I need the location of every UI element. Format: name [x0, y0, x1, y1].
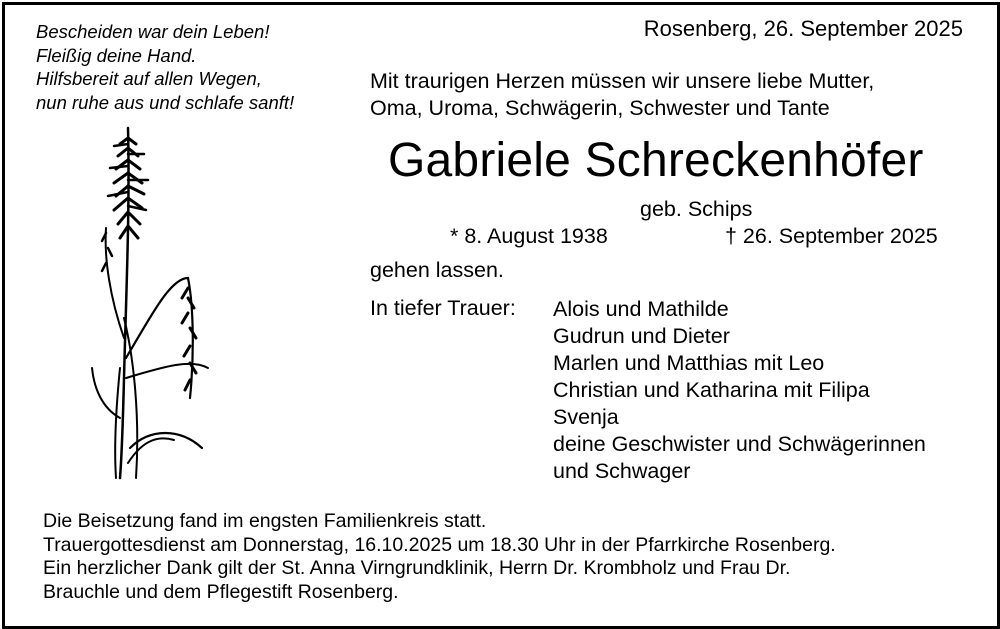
- footer-line: Die Beisetzung fand im engsten Familienkreis statt.: [43, 510, 487, 532]
- place-date: Rosenberg, 26. September 2025: [643, 16, 963, 41]
- footer-line: Trauergottesdienst am Donnerstag, 16.10.2025 um 18.30 Uhr in der Pfarrkirche Rosenberg.: [43, 533, 836, 556]
- mourner-entry: Christian und Katharina mit Filipa: [553, 378, 870, 402]
- mourner-entry: Gudrun und Dieter: [553, 324, 730, 348]
- poem-line: Fleißig deine Hand.: [36, 44, 197, 66]
- mourner-entry: Svenja: [553, 405, 619, 429]
- poem-line: Hilfsbereit auf allen Wegen,: [36, 68, 262, 89]
- grass-stalk-icon: [90, 118, 220, 483]
- intro-text: [370, 68, 874, 122]
- intro-line: Oma, Uroma, Schwägerin, Schwester und Tante: [370, 96, 830, 120]
- poem: [36, 20, 294, 114]
- mourner-entry: und Schwager: [553, 459, 691, 483]
- mourner-entry: Alois und Mathilde: [553, 297, 729, 321]
- mourning-label: In tiefer Trauer:: [370, 296, 516, 320]
- mourner-entry: deine Geschwister und Schwägerinnen: [553, 432, 926, 456]
- poem-line: nun ruhe aus und schlafe sanft!: [36, 91, 295, 113]
- mourners-list: [553, 296, 926, 485]
- poem-line: Bescheiden war dein Leben!: [36, 21, 270, 42]
- intro-line: Mit traurigen Herzen müssen wir unsere liebe Mutter,: [370, 69, 875, 93]
- maiden-name: geb. Schips: [640, 197, 753, 221]
- footer-line: Ein herzlicher Dank gilt der St. Anna Virngrundklinik, Herrn Dr. Krombholz und Frau Dr.: [43, 557, 791, 579]
- gehen-lassen-text: gehen lassen.: [370, 258, 504, 282]
- birth-date: * 8. August 1938: [450, 224, 608, 248]
- deceased-name: Gabriele Schreckenhöfer: [388, 134, 924, 187]
- death-date: † 26. September 2025: [725, 224, 938, 248]
- footer-line: Brauchle und dem Pflegestift Rosenberg.: [43, 580, 399, 603]
- footer-text: [43, 510, 836, 604]
- mourner-entry: Marlen und Matthias mit Leo: [553, 351, 825, 375]
